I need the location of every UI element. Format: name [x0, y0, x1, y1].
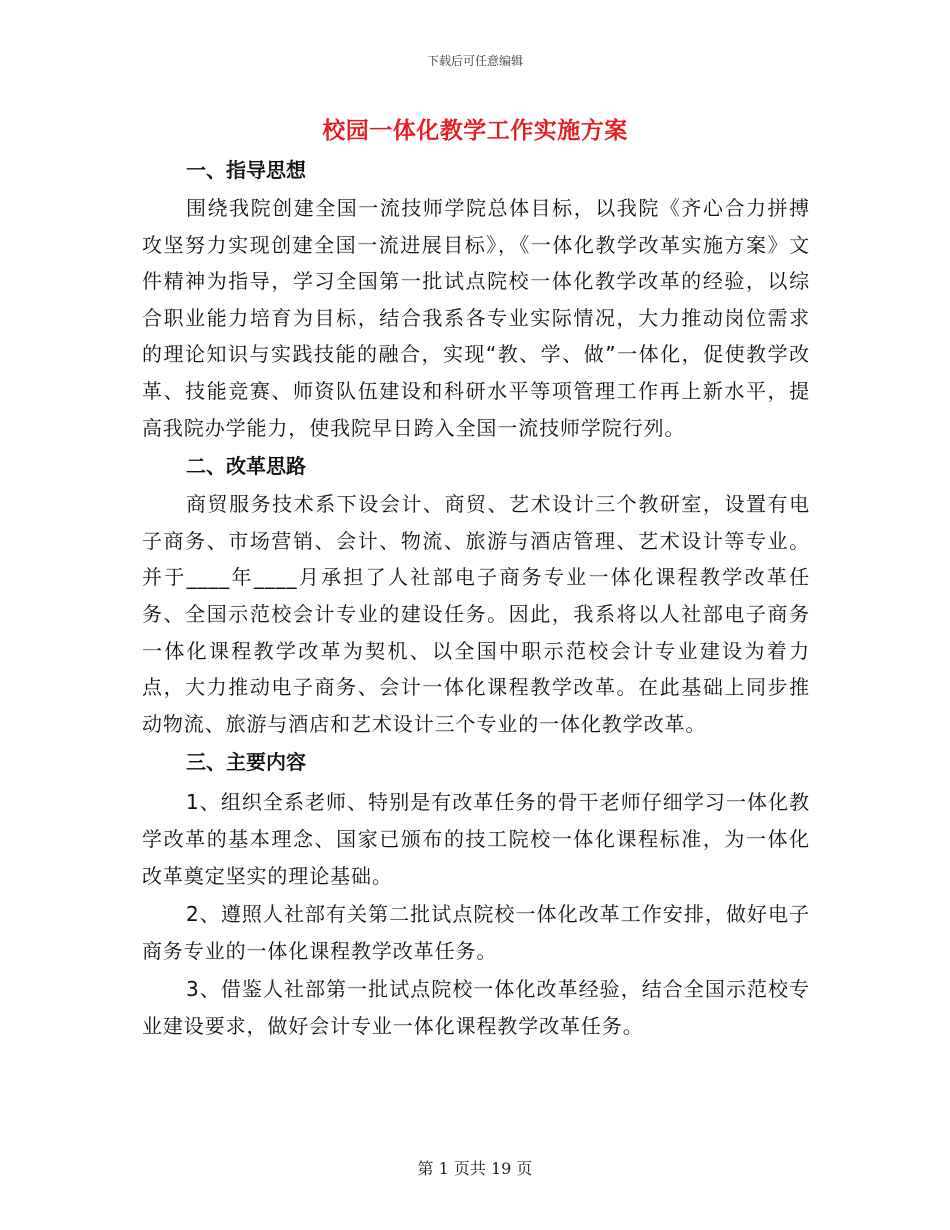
- page-header-note: 下载后可任意编辑: [426, 54, 523, 68]
- section-main-content: [142, 742, 810, 1044]
- page-number: 第 1 页共 19 页: [417, 1159, 533, 1178]
- body-paragraph: 商贸服务技术系下设会计、商贸、艺术设计三个教研室，设置有电子商务、市场营销、会计、物流、旅游与酒店管理、艺术设计等专业。并于____年____月承担了人社部电子商务专业一体化课程教学改革任务、全国示范校会计专业的建设任务。因此，我系将以人社部电子商务一体化课程教学改革为契机、以全国中职示范校会计专业建设为着力点，大力推动电子商务、会计一体化课程教学改革。在此基础上同步推动物流、旅游与酒店和艺术设计三个专业的一体化教学改革。: [142, 492, 810, 736]
- section-guiding-ideology: [142, 150, 810, 446]
- section-heading: 二、改革思路: [186, 454, 306, 479]
- section-reform-approach: [142, 446, 810, 742]
- section-heading: 三、主要内容: [186, 750, 306, 775]
- list-item: 3、借鉴人社部第一批试点院校一体化改革经验，结合全国示范校专业建设要求，做好会计专业一体化课程教学改革任务。: [142, 977, 810, 1038]
- document-body: [142, 150, 810, 1046]
- document-title: 校园一体化教学工作实施方案: [322, 118, 628, 144]
- list-item: 1、组织全系老师、特别是有改革任务的骨干老师仔细学习一体化教学改革的基本理念、国家已颁布的技工院校一体化课程标准，为一体化改革奠定坚实的理论基础。: [142, 790, 810, 888]
- list-item: 2、遵照人社部有关第二批试点院校一体化改革工作安排，做好电子商务专业的一体化课程教学改革任务。: [142, 902, 810, 963]
- body-paragraph: 围绕我院创建全国一流技师学院总体目标，以我院《齐心合力拼搏攻坚努力实现创建全国一流进展目标》，《一体化教学改革实施方案》文件精神为指导，学习全国第一批试点院校一体化教学改革的经验，以综合职业能力培育为目标，结合我系各专业实际情况，大力推动岗位需求的理论知识与实践技能的融合，实现“教、学、做”一体化，促使教学改革、技能竞赛、师资队伍建设和科研水平等项管理工作再上新水平，提高我院办学能力，使我院早日跨入全国一流技师学院行列。: [142, 196, 810, 440]
- section-heading: 一、指导思想: [186, 158, 306, 182]
